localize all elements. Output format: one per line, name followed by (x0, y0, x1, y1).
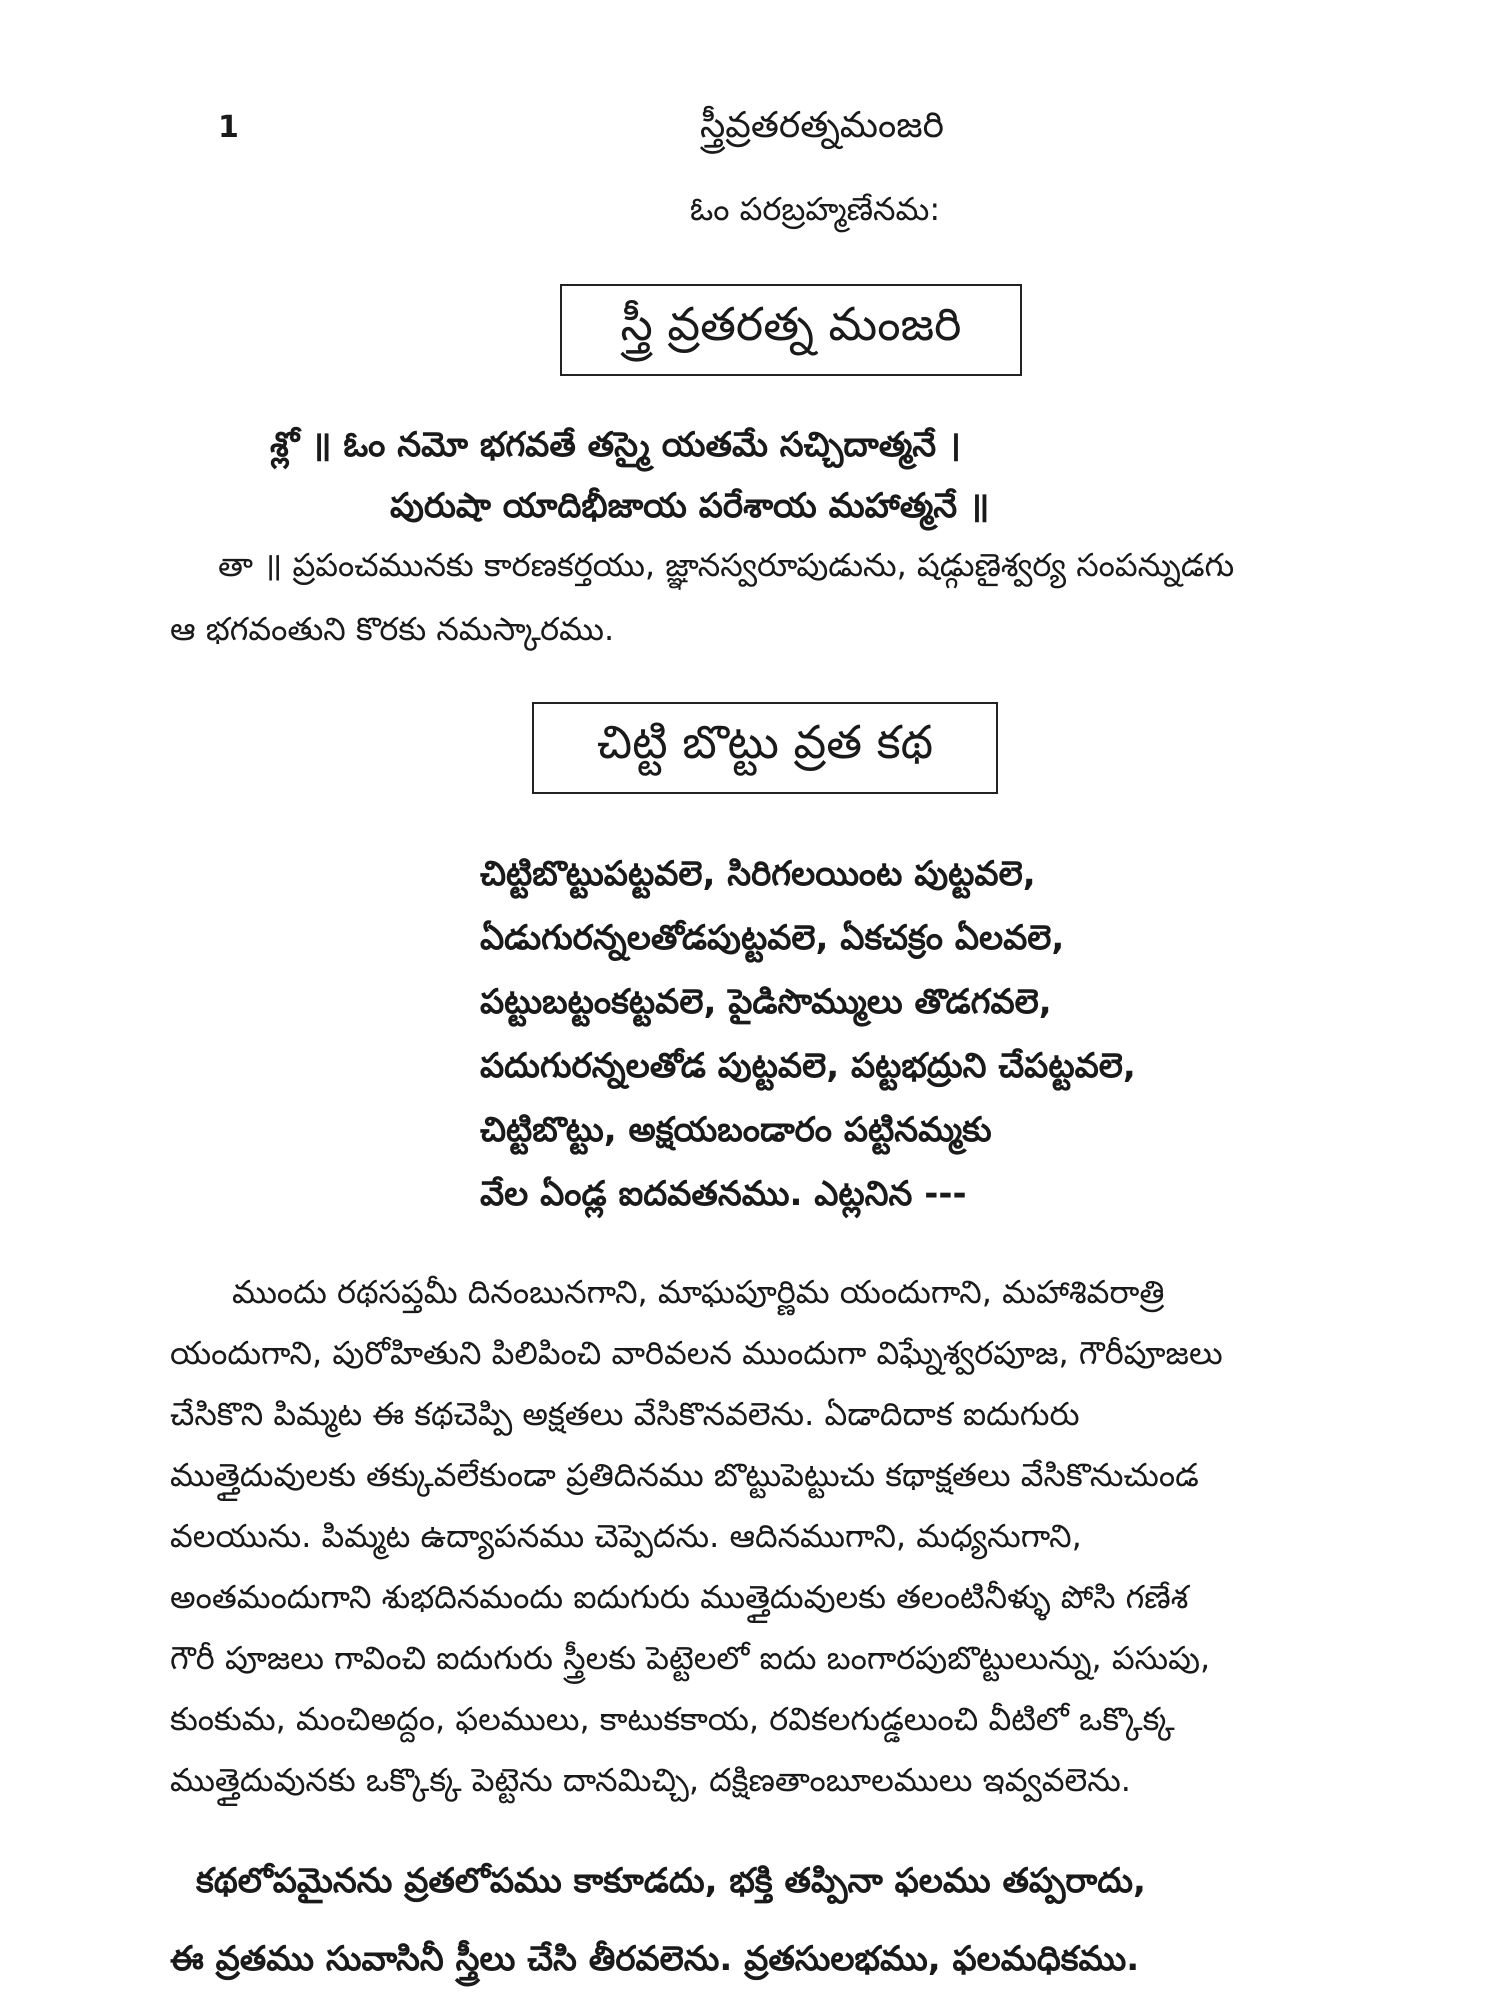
running-title: స్త్రీవ్రతరత్నమంజరి (700, 105, 944, 146)
meaning-line-2: ఆ భగవంతుని కొరకు నమస్కారము. (170, 610, 615, 648)
paragraph-line: గౌరీ పూజలు గావించి ఐదుగురు స్త్రీలకు పెట్టెలలో ఐదు బంగారపుబొట్టులున్ను, పసుపు, (170, 1639, 1211, 1677)
paragraph-line: ముత్తైదువులకు తక్కువలేకుండా ప్రతిదినము బొట్టుపెట్టుచు కథాక్షతలు వేసికొనుచుండ (170, 1456, 1199, 1494)
story-title: చిట్టి బొట్టు వ్రత కథ (596, 715, 934, 769)
closing-block (170, 1842, 1146, 1998)
main-title: స్త్రీ వ్రతరత్న మంజరి (620, 297, 962, 351)
verse-line: చిట్టిబొట్టుపట్టవలె, సిరిగలయింట పుట్టవలె, (480, 854, 1036, 894)
paragraph-line: యందుగాని, పురోహితుని పిలిపించి వారివలన ముందుగా విఘ్నేశ్వరపూజ, గౌరీపూజలు (170, 1334, 1223, 1372)
paragraph-line: ముత్తైదువునకు ఒక్కొక్క పెట్టెను దానమిచ్చి, దక్షిణతాంబూలములు ఇవ్వవలెను. (170, 1761, 1131, 1799)
verse-line: వేల ఏండ్ల ఐదవతనము. ఎట్లనిన --- (480, 1174, 967, 1214)
meaning-line-1: తా ॥ ప్రపంచమునకు కారణకర్తయు, జ్ఞానస్వరూపుడును, షడ్గుణైశ్వర్య సంపన్నుడగు (218, 546, 1235, 584)
paragraph-line: కుంకుమ, మంచిఅద్దం, ఫలములు, కాటుకకాయ, రవికలగుడ్డలుంచి వీటిలో ఒక్కొక్క (170, 1700, 1175, 1738)
paragraph-line: చేసికొని పిమ్మట ఈ కథచెప్పి అక్షతలు వేసికొనవలెను. ఏడాదిదాక ఐదుగురు (170, 1395, 1080, 1433)
instruction-paragraph (170, 1262, 1340, 1811)
main-title-box (560, 284, 1022, 376)
story-title-box (532, 702, 998, 794)
paragraph-line: ముందు రథసప్తమీ దినంబునగాని, మాఘపూర్ణిమ యందుగాని, మహాశివరాత్రి (232, 1273, 1165, 1311)
verse-block (480, 842, 1136, 1226)
verse-line: చిట్టిబొట్టు, అక్షయబండారం పట్టినమ్మకు (480, 1110, 992, 1150)
page-number: 1 (218, 110, 239, 145)
invocation-line: ఓం పరబ్రహ్మణేనమ: (689, 190, 941, 228)
paragraph-line: అంతమందుగాని శుభదినమందు ఐదుగురు ముత్తైదువులకు తలంటినీళ్ళు పోసి గణేశ (170, 1578, 1189, 1616)
verse-line: పదుగురన్నలతోడ పుట్టవలె, పట్టభద్రుని చేపట్టవలె, (480, 1046, 1136, 1086)
closing-line: ఈ వ్రతము సువాసినీ స్త్రీలు చేసి తీరవలెను. వ్రతసులభము, ఫలమధికము. (170, 1939, 1140, 1979)
sloka-line-2: పురుషా యాదిభీజాయ పరేశాయ మహాత్మనే ॥ (390, 486, 990, 526)
sloka-line-1: శ్లో ॥ ఓం నమో భగవతే తస్మై యతమే సచ్చిదాత్మనే । (270, 425, 961, 465)
closing-line: కథలోపమైనను వ్రతలోపము కాకూడదు, భక్తి తప్పినా ఫలము తప్పరాదు, (196, 1861, 1146, 1901)
paragraph-line: వలయును. పిమ్మట ఉద్యాపనము చెప్పెదను. ఆదినముగాని, మధ్యనుగాని, (170, 1517, 1082, 1555)
verse-line: పట్టుబట్టంకట్టవలె, పైడిసొమ్ములు తొడగవలె, (480, 982, 1052, 1022)
verse-line: ఏడుగురన్నలతోడపుట్టవలె, ఏకచక్రం ఏలవలె, (480, 918, 1065, 958)
